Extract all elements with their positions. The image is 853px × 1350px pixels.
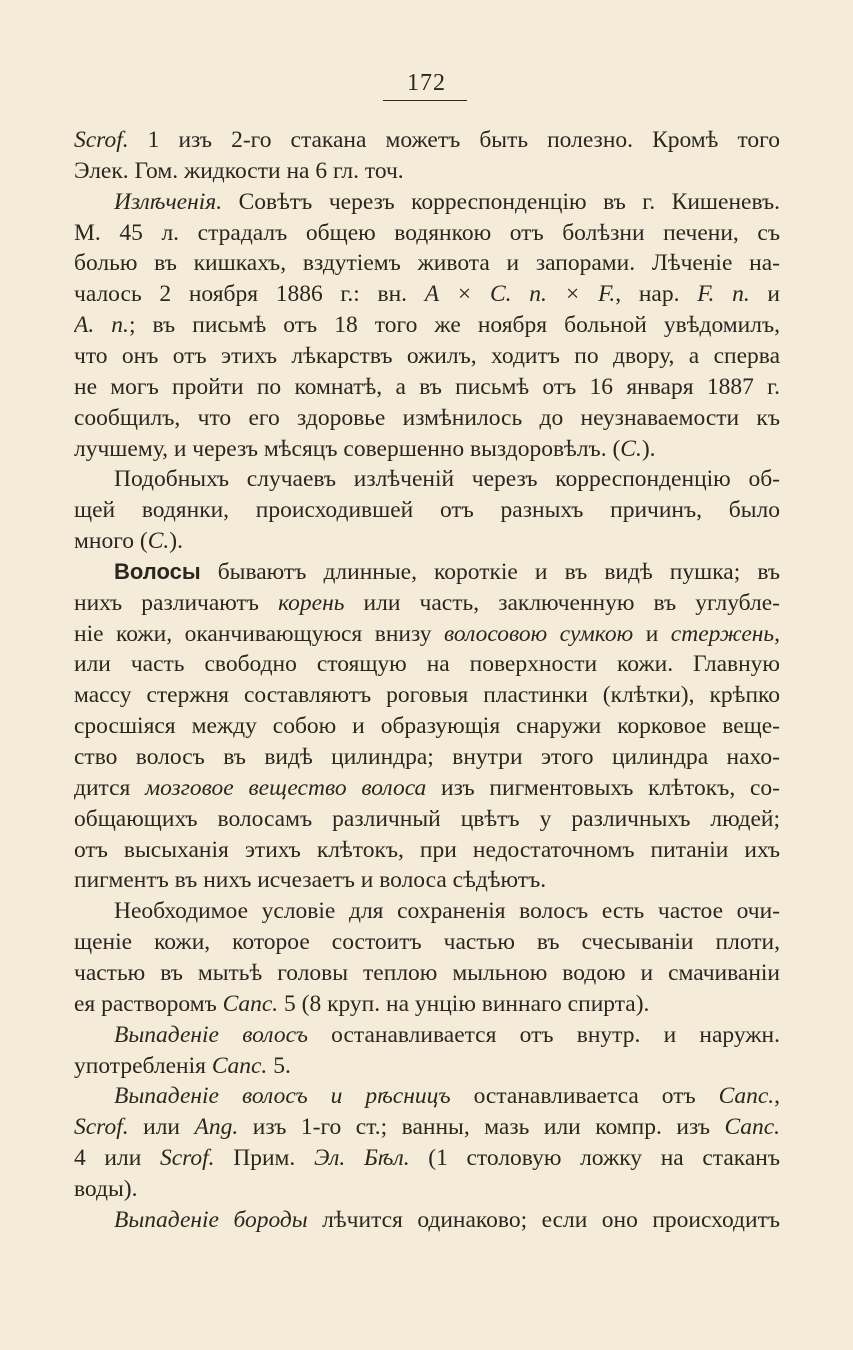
text-run: ея растворомъ <box>74 990 223 1017</box>
italic-term: Ang. <box>194 1114 239 1141</box>
italic-term: Canc. <box>211 1052 268 1079</box>
text-run: сросшіяся между собою и образующія снаружи корковое веще- <box>74 713 780 740</box>
entry-heading: Волосы <box>114 558 201 584</box>
text-line <box>74 340 780 372</box>
text-run: останавливаетса отъ <box>450 1083 719 1110</box>
text-run: отъ высыханія этихъ клѣтокъ, при недостаточномъ питаніи ихъ <box>74 836 780 863</box>
text-run: болью въ кишкахъ, вздутіемъ живота и запорами. Лѣченіе на- <box>74 250 780 277</box>
text-line <box>74 402 780 434</box>
italic-term: Выпаденіе волосъ и рѣсницъ <box>114 1083 451 1110</box>
text-line <box>74 525 780 557</box>
text-run: Необходимое условіе для сохраненія волосъ есть частое очи- <box>114 898 780 925</box>
text-run: много ( <box>74 528 148 555</box>
text-run: изъ пигментовыхъ клѣтокъ, со- <box>426 774 780 801</box>
italic-term: Scrof. <box>159 1145 215 1172</box>
text-run: (1 столовую ложку на стаканъ <box>409 1145 780 1172</box>
text-run: М. 45 л. страдалъ общею водянкою отъ болѣзни печени, съ <box>74 219 780 246</box>
text-line <box>114 1019 780 1051</box>
text-run: пигментъ въ нихъ исчезаетъ и волоса сѣдѣютъ. <box>74 867 547 894</box>
text-run: сообщилъ, что его здоровье измѣнилось до неузнаваемости къ <box>74 404 780 431</box>
text-run: чалось 2 ноября 1886 г.: вн. <box>74 281 425 308</box>
text-run: употребленія <box>74 1052 212 1079</box>
text-run: общающихъ волосамъ различный цвѣтъ у различныхъ людей; <box>74 805 780 832</box>
text-line <box>74 124 780 156</box>
text-run: Элек. Гом. жидкости на 6 гл. точ. <box>74 157 404 184</box>
text-line <box>74 587 780 619</box>
italic-term: Выпаденіе бороды <box>114 1206 308 1233</box>
text-run: ство волосъ въ видѣ цилиндра; внутри этого цилиндра нахо- <box>74 744 780 770</box>
text-line <box>74 1111 780 1143</box>
text-run: ; въ письмѣ отъ 18 того же ноября больной увѣдомилъ, <box>128 312 780 339</box>
text-line <box>74 1173 780 1205</box>
text-line <box>74 741 780 773</box>
text-line <box>114 186 780 218</box>
text-run: воды). <box>74 1175 138 1202</box>
italic-term: A. n. <box>74 312 129 339</box>
italic-term: стержень, <box>670 620 780 647</box>
italic-term: Эл. Бѣл. <box>313 1145 410 1172</box>
text-run: ніе кожи, оканчивающуюся внизу <box>74 620 445 647</box>
text-run: изъ 1-го ст.; ванны, мазь или компр. изъ <box>238 1114 725 1141</box>
text-run: и <box>633 620 671 647</box>
text-run: нихъ различаютъ <box>74 589 279 616</box>
page-number-rule <box>383 100 467 101</box>
text-run: , нар. <box>615 281 698 308</box>
text-line <box>74 864 780 896</box>
text-line <box>114 1204 780 1236</box>
text-line <box>74 957 780 989</box>
italic-term: Canc. <box>222 990 279 1017</box>
text-run: ). <box>641 435 656 462</box>
text-line <box>74 834 780 866</box>
text-line <box>74 1050 780 1082</box>
text-line <box>74 278 780 310</box>
text-line <box>74 309 780 341</box>
text-run: или часть свободно стоящую на поверхности кожи. Главную <box>74 651 780 678</box>
text-line <box>114 895 780 927</box>
text-run: ). <box>169 528 183 555</box>
text-run: 5 (8 круп. на унцію виннаго спирта). <box>278 990 650 1017</box>
text-line <box>74 217 780 249</box>
text-line <box>74 710 780 742</box>
italic-term: A × C. n. × F. <box>424 281 616 308</box>
text-line <box>114 556 780 588</box>
italic-term: волосовою сумкою <box>444 620 634 647</box>
italic-term: Canc. <box>718 1083 775 1110</box>
italic-term: Выпаденіе волосъ <box>114 1021 308 1048</box>
page-number: 172 <box>407 70 446 96</box>
text-line <box>74 618 780 650</box>
text-run: не могъ пройти по комнатѣ, а въ письмѣ отъ 16 января 1887 г. <box>74 373 780 400</box>
text-run: щеніе кожи, которое состоитъ частью въ счесываніи плоти, <box>74 929 780 956</box>
text-line <box>114 463 780 495</box>
italic-term: Scrof. <box>74 127 129 153</box>
text-run: дится <box>74 774 146 801</box>
text-run: массу стержня составляютъ роговыя пластинки (клѣтки), крѣпко <box>74 682 780 709</box>
text-line <box>74 648 780 680</box>
text-line <box>74 247 780 279</box>
text-run: лѣчится одинаково; если оно происходитъ <box>307 1206 780 1233</box>
text-run: и <box>749 281 780 308</box>
text-line <box>114 1080 780 1112</box>
text-run: останавливается отъ внутр. и наружн. <box>307 1021 780 1048</box>
text-line <box>74 803 780 835</box>
text-run: Подобныхъ случаевъ излѣченій черезъ корреспонденцію об- <box>114 466 780 493</box>
text-run: или часть, заключенную въ углубле- <box>344 589 780 616</box>
text-line <box>74 926 780 958</box>
text-line <box>74 1142 780 1174</box>
text-run: лучшему, и черезъ мѣсяцъ совершенно выздоровѣлъ. ( <box>74 435 621 462</box>
text-line <box>74 679 780 711</box>
text-run: что онъ отъ этихъ лѣкарствъ ожилъ, ходитъ по двору, а сперва <box>74 342 780 369</box>
text-line <box>74 494 780 526</box>
text-run: частью въ мытьѣ головы теплою мыльною водою и смачиваніи <box>74 959 780 986</box>
text-run: бываютъ длинные, короткіе и въ видѣ пушка; въ <box>200 558 780 585</box>
text-run: или <box>128 1114 195 1141</box>
text-run: 1 изъ 2-го стакана можетъ быть полезно. Кромѣ того <box>128 127 780 153</box>
italic-term: Scrof. <box>74 1114 129 1141</box>
italic-term: Canc. <box>724 1114 780 1141</box>
italic-term: мозговое вещество волоса <box>145 774 427 801</box>
text-line <box>74 155 780 187</box>
text-run: Совѣтъ черезъ корреспонденцію въ г. Кишеневъ. <box>222 188 780 215</box>
text-line <box>74 433 780 465</box>
text-run: , <box>774 1083 780 1110</box>
italic-term: корень <box>278 589 345 616</box>
text-run: 4 или <box>74 1145 160 1172</box>
italic-term: C. <box>147 528 170 555</box>
text-run: 5. <box>267 1052 291 1079</box>
italic-term: C. <box>620 435 642 462</box>
text-line <box>74 772 780 804</box>
text-run: щей водянки, происходившей отъ разныхъ причинъ, было <box>74 497 780 524</box>
text-run: Прим. <box>214 1145 314 1172</box>
text-line <box>74 988 780 1020</box>
italic-term: F. n. <box>697 281 750 308</box>
text-line <box>74 371 780 403</box>
italic-term: Излѣченія. <box>114 188 223 215</box>
